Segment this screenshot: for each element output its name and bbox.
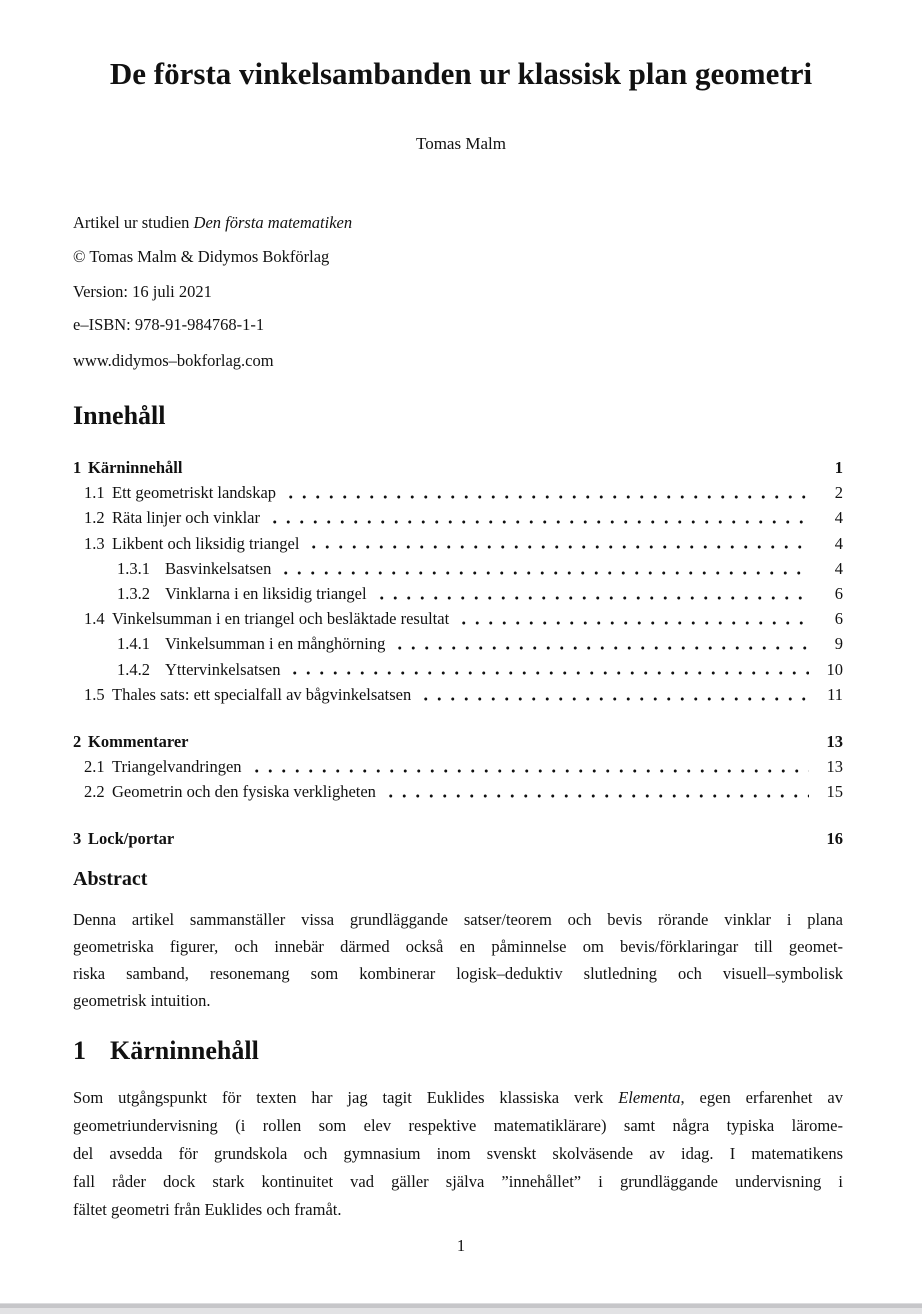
toc-entry[interactable] [73,606,843,631]
toc-entry-number: 1.4 [84,609,105,629]
body-line: geometriundervisning (i rollen som elev respektive matematiklärare) samt några typiska lärome- [73,1116,843,1135]
toc-entry[interactable] [73,657,843,682]
meta-line-isbn: e–ISBN: 978-91-984768-1-1 [73,315,265,334]
toc-entry-title: Kärninnehåll [88,458,183,477]
toc-leader [373,581,809,606]
section-1-heading [73,1036,843,1066]
toc-entry-number: 1.4.2 [117,659,150,679]
body-line-italic: Elementa [618,1088,681,1107]
toc-entry-page: 4 [834,508,843,528]
toc-entry-title: Vinklarna i en liksidig triangel [165,583,367,603]
toc-entry-number: 1.1 [84,483,105,503]
body-line-pre: Som utgångspunkt för texten har jag tagit Euklides klassiska verk [73,1088,619,1107]
toc-entry-number: 2 [73,731,82,751]
toc-entry[interactable] [73,631,843,656]
toc-entry-number: 2.2 [84,782,105,802]
toc-entry-number: 3 [73,829,82,849]
toc-entry-page: 2 [834,483,843,503]
toc-entry[interactable] [73,729,843,754]
toc-entry-title: Basvinkelsatsen [165,558,272,578]
article-author: Tomas Malm [416,134,506,153]
abstract-line: riska samband, resonemang som kombinerar logisk–deduktiv slutledning och visuell–symbolisk [73,964,843,983]
toc-entry[interactable] [73,480,843,505]
toc-entry[interactable] [73,581,843,606]
toc-entry-page: 4 [834,558,843,578]
body-line [73,1084,843,1112]
toc-entry[interactable] [73,682,843,707]
toc-entry-number: 1.2 [84,508,105,528]
section-number: 1 [73,1036,86,1065]
body-line: fall råder dock stark kontinuitet vad gäller själva ”innehållet” i grundläggande undervisning i [73,1172,843,1191]
body-line: fältet geometri från Euklides och framåt. [73,1200,342,1219]
toc-entry-title: Likbent och liksidig triangel [112,533,300,553]
article-title: De första vinkelsambanden ur klassisk plan geometri [109,56,813,91]
section-title: Kärninnehåll [110,1036,259,1065]
section-1-paragraph [73,1084,843,1224]
toc-entry[interactable] [73,455,843,480]
page-number: 1 [456,1236,466,1255]
toc-entry-page: 11 [827,684,843,704]
toc-entry-page: 15 [826,782,843,802]
toc-entry[interactable] [73,505,843,530]
toc-entry-number: 1.3 [84,533,105,553]
toc-entry-page: 6 [834,609,843,629]
toc-leader [455,606,809,631]
toc-leader [277,556,809,581]
toc-leader [391,631,809,656]
toc-entry[interactable] [73,826,843,851]
toc-leader [417,682,809,707]
toc-entry-number: 1.3.1 [117,558,150,578]
toc-heading: Innehåll [73,401,166,430]
toc-entry-title: Vinkelsumman i en månghörning [165,634,386,654]
toc-entry-title: Triangelvandringen [112,757,242,777]
toc-entry-page: 6 [834,583,843,603]
page-bottom-background [0,1308,922,1314]
toc-entry-title: Geometrin och den fysiska verkligheten [112,782,376,802]
abstract-line: geometrisk intuition. [73,991,211,1010]
meta-line-copyright: © Tomas Malm & Didymos Bokförlag [73,247,330,266]
abstract-paragraph [73,906,843,1014]
toc-entry-page: 13 [826,757,843,777]
toc-entry-number: 1.5 [84,684,105,704]
toc-leader [188,455,809,480]
toc-entry-title: Vinkelsumman i en triangel och besläktade resultat [112,609,450,629]
abstract-heading: Abstract [73,868,148,890]
abstract-line: geometriska figurer, och innebär därmed också en påminnelse om bevis/förklaringar till geomet- [73,937,843,956]
toc-entry[interactable] [73,556,843,581]
toc-leader [180,826,809,851]
toc-entry-title: Kommentarer [88,731,189,751]
toc-entry-title: Ett geometriskt landskap [112,483,277,503]
toc-entry-page: 1 [834,458,843,477]
toc-entry-page: 16 [826,829,843,849]
toc-entry-title: Thales sats: ett specialfall av bågvinkelsatsen [112,684,412,704]
meta-line-study [73,213,843,233]
toc-leader [286,657,809,682]
meta-line-version: Version: 16 juli 2021 [73,282,212,301]
toc-entry[interactable] [73,779,843,804]
toc-entry-page: 13 [826,731,843,751]
toc-entry-page: 10 [826,659,843,679]
toc-leader [248,754,809,779]
toc-leader [382,779,809,804]
toc-entry-number: 2.1 [84,757,105,777]
toc-leader [195,729,810,754]
toc-leader [266,505,809,530]
toc-entry-title: Yttervinkelsatsen [165,659,281,679]
toc-entry-page: 4 [834,533,843,553]
body-line-post: , egen erfarenhet av [680,1088,843,1107]
meta-study-title: Den första matematiken [193,213,353,232]
abstract-line: Denna artikel sammanställer vissa grundläggande satser/teorem och bevis rörande vinklar i plana [73,910,843,929]
toc-entry-number: 1.3.2 [117,583,150,603]
toc-leader [305,531,809,556]
toc-entry[interactable] [73,531,843,556]
toc-entry-page: 9 [834,634,843,654]
meta-line-website: www.didymos–bokforlag.com [73,351,274,370]
table-of-contents [73,433,843,852]
toc-leader [282,480,809,505]
toc-entry-number: 1.4.1 [117,634,150,654]
meta-study-prefix: Artikel ur studien [73,213,194,232]
toc-entry[interactable] [73,754,843,779]
toc-entry-number: 1 [73,458,82,477]
body-line: del avsedda för grundskola och gymnasium inom svenskt skolväsende av idag. I matematikens [73,1144,843,1163]
toc-entry-title: Lock/portar [88,829,175,849]
toc-entry-title: Räta linjer och vinklar [112,508,260,528]
